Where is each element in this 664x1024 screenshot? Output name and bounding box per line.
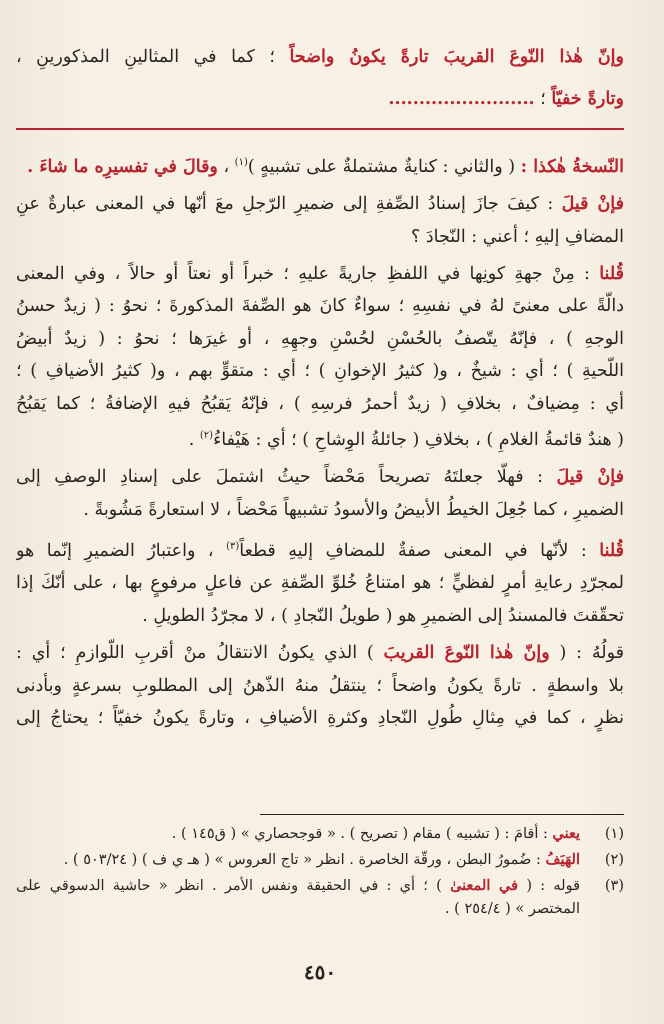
answer-line: اللّحيةِ ) ؛ أي : شيخٌ ، و( كثيرُ الإخوانِ ) ؛ أي : متقوٍّ بهم ، و( كثيرُ الأضيافِ ) ؛ — [16, 361, 624, 382]
note-sep: ، — [217, 156, 235, 177]
answer-label: قُلنا — [599, 264, 624, 285]
answer-line: دالّةً على معنىً لهُ في نفسِهِ ؛ سواءٌ كانَ هو الصِّفةَ المذكورةَ ؛ نحوُ : ( زيدٌ حسنُ — [16, 296, 624, 317]
answer-text: : مِنْ جهةِ كونِها في اللفظِ جاريةً عليهِ ؛ خبراً أو نعتاً أو حالاً ، وفي المعنى — [16, 264, 600, 285]
commentary-line: بلا واسطةٍ . تارةً يكونُ واضحاً ؛ ينتقلُ منهُ الذّهنُ إلى المطلوبِ بسرعةٍ وبأدنى — [16, 675, 624, 696]
answer-text: ( هندٌ قائمةُ الغلامِ ) ، بخلافِ ( جائلةُ الوِشاحِ ) ؛ أي : هَيْفاءُ — [213, 429, 624, 450]
commentary-line: نظرٍ ، كما في مِثالِ طُولِ النّجادِ وكثرةِ الأضيافِ ، وتارةً يكونُ خفيّاً ؛ يحتاجُ إلى — [16, 707, 624, 728]
footnote-text: : ضُمورُ البطن ، ورقّة الخاصرة . انظر « تاج العروس » ( هـ ي ف ) ( ٥٠٣/٢٤ ) . — [63, 852, 546, 868]
answer-text: ، واعتبارُ الضميرِ إنّما هو — [16, 540, 227, 561]
footnote-text: : أقامَ : ( تشبيه ) مقام ( تصريح ) . « قوجحصاري » ( ق١٤٥ ) . — [171, 826, 553, 842]
answer-line — [16, 420, 624, 456]
para-answer-1 — [16, 258, 624, 290]
para-question-2 — [16, 461, 624, 493]
matn-highlight: وإنّ هٰذا النّوعَ القريبَ تارةً يكونُ واضحاً — [289, 47, 624, 67]
footnote-3-cont: المختصر » ( ٢٥٤/٤ ) . — [444, 901, 580, 917]
answer-label: قُلنا — [599, 540, 624, 561]
para-question-1-cont: المضافِ إليهِ ؛ أعني : النّجادَ ؟ — [410, 226, 624, 247]
answer-end: . — [188, 429, 200, 450]
footnote-number: (١) — [604, 826, 624, 842]
note-end: وقالَ في تفسيرِه ما شاءَ . — [27, 156, 218, 177]
footnote-2 — [16, 848, 624, 872]
footnote-1 — [16, 822, 624, 846]
para-commentary — [16, 637, 624, 669]
matn-line-2 — [16, 82, 624, 116]
question-label: فإنْ قيلَ — [556, 467, 624, 488]
quoted-matn: وإنّ هٰذا النّوعَ القريبَ — [383, 643, 550, 664]
matn-line-1 — [16, 40, 624, 74]
answer-text: : لأنّها في المعنى صفةٌ للمضافِ إليهِ قطعاً — [239, 540, 600, 561]
commentary-text: ) الذي يكونُ الانتقالُ منْ أقربِ اللّوازمِ ؛ أي : — [16, 643, 384, 664]
para-answer-2 — [16, 531, 624, 567]
answer-line: أي : مِضيافٌ ، بخلافِ ( زيدٌ أحمرُ فرسِهِ ) ، فإنّهُ يَقبُحُ فيهِ الإضافةُ ؛ كما يَقبُحُ — [16, 393, 624, 414]
footnotes — [16, 822, 624, 921]
page-number: ٤٥٠ — [303, 960, 337, 984]
footnote-ref: (١) — [234, 157, 248, 168]
question-text: : كيفَ جازَ إسنادُ الصِّفةِ إلى ضميرِ الرّجلِ معَ أنّها في المعنى عبارةٌ عنِ — [16, 194, 562, 215]
footnote-keyword: الهَيَفُ — [545, 851, 580, 868]
footnote-ref: (٣) — [226, 541, 240, 553]
note-text: ( والثاني : كنايةٌ مشتملةٌ على تشبيهٍ ) — [247, 156, 521, 177]
footnote-keyword: يعني — [552, 825, 580, 842]
section-divider — [16, 128, 624, 130]
footnote-text: ) ؛ أي : في الحقيقة ونفس الأمر . انظر « حاشية الدسوقي على — [16, 878, 451, 894]
footnote-keyword: في المعنىٰ — [450, 877, 519, 894]
footnote-number: (٢) — [604, 852, 624, 868]
question-label: فإنْ قيلَ — [561, 194, 624, 215]
question-line: الضميرِ ، كما جُعِلَ الخيطُ الأبيضُ والأسودُ تشبيهاً مَحْضاً ، لا استعارةً مَشُوبةً . — [83, 499, 624, 520]
footnote-divider — [260, 814, 624, 815]
matn-quote — [16, 40, 624, 116]
para-question-1 — [16, 188, 624, 220]
matn-text: ؛ — [534, 89, 552, 109]
footnote-number: (٣) — [604, 878, 624, 894]
commentary-text: قولُهُ : ( — [549, 643, 624, 664]
note-label: النّسخةُ هٰكذا : — [520, 156, 624, 177]
matn-dots: ........................ — [388, 89, 535, 109]
footnote-3 — [16, 874, 624, 898]
para-note — [16, 147, 624, 183]
answer-line: تحقّقتَ فالمسندُ إلى الضميرِ هو ( طويلُ النّجادِ ) ، لا مجرّدُ الطويلِ . — [142, 605, 624, 626]
question-text: : فهلّا جعلتَهُ تصريحاً مَحْضاً حيثُ اشتملَ على إسنادِ الوصفِ إلى — [16, 467, 557, 488]
footnote-text: قوله : ( — [518, 878, 581, 894]
answer-line: لمجرّدِ رعايةِ أمرٍ لفظيٍّ ؛ هو امتناعُ خُلوِّ الصِّفةِ عن فاعلٍ مرفوعٍ بها ، على أنّكَ إذا — [16, 573, 624, 594]
footnote-ref: (٢) — [199, 430, 214, 442]
commentary-body — [16, 147, 624, 734]
answer-line: الوجهِ ) ، فإنّهُ يتّصفُ بالحُسْنِ لحُسْنِ وجهِهِ ، أو غيرَها ؛ نحوُ : ( زيدٌ أبيضُ — [16, 328, 624, 349]
matn-highlight: وتارةً خفيّاً — [551, 89, 624, 109]
matn-text: ؛ كما في المثالينِ المذكورينِ ، — [16, 47, 290, 67]
